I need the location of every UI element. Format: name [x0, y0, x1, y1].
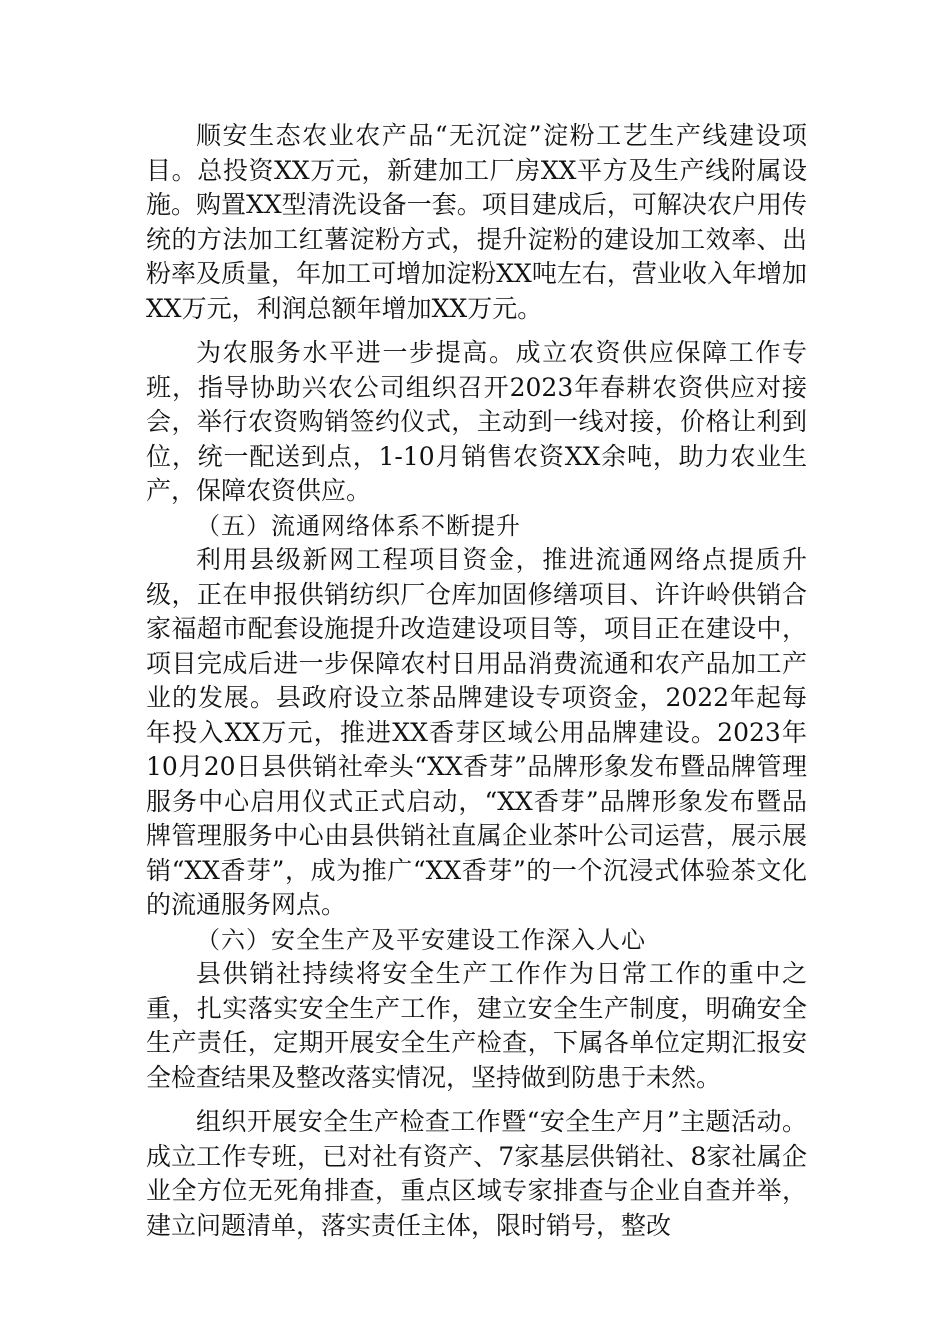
section-heading-6: （六）安全生产及平安建设工作深入人心: [196, 925, 646, 954]
paragraph-circulation-network: 利用县级新网工程项目资金，推进流通网络点提质升级，正在申报供销纺织厂仓库加固修缮项目、许许岭供销合家福超市配套设施提升改造建设项目等，项目正在建设中，项目完成后进一步保障农村日用品消费流通和农产品加工产业的发展。县政府设立茶品牌建设专项资金，2022年起每年投入XX万元，推进XX香芽区域公用品牌建设。2023年10月20日县供销社牵头“XX香芽”品牌形象发布暨品牌管理服务中心启用仪式正式启动，“XX香芽”品牌形象发布暨品牌管理服务中心由县供销社直属企业茶叶公司运营，展示展销“XX香芽”，成为推广“XX香芽”的一个沉浸式体验茶文化的流通服务网点。: [146, 545, 807, 919]
document-body: [146, 119, 807, 1243]
section-heading-5: （五）流通网络体系不断提升: [196, 511, 521, 540]
paragraph-agri-service: 为农服务水平进一步提高。成立农资供应保障工作专班，指导协助兴农公司组织召开2023年春耕农资供应对接会，举行农资购销签约仪式，主动到一线对接，价格让利到位，统一配送到点，1-10月销售农资XX余吨，助力农业生产，保障农资供应。: [146, 338, 807, 505]
paragraph-starch-project: 顺安生态农业农产品“无沉淀”淀粉工艺生产线建设项目。总投资XX万元，新建加工厂房XX平方及生产线附属设施。购置XX型清洗设备一套。项目建成后，可解决农户用传统的方法加工红薯淀粉方式，提升淀粉的建设加工效率、出粉率及质量，年加工可增加淀粉XX吨左右，营业收入年增加XX万元，利润总额年增加XX万元。: [146, 121, 807, 323]
paragraph-safety-production: 县供销社持续将安全生产工作作为日常工作的重中之重，扎实落实安全生产工作，建立安全生产制度，明确安全生产责任，定期开展安全生产检查，下属各单位定期汇报安全检查结果及整改落实情况，坚持做到防患于未然。: [146, 959, 807, 1092]
paragraph-safety-month: 组织开展安全生产检查工作暨“安全生产月”主题活动。成立工作专班，已对社有资产、7家基层供销社、8家社属企业全方位无死角排查，重点区域专家排查与企业自查并举，建立问题清单，落实责任主体，限时销号，整改: [146, 1107, 807, 1240]
